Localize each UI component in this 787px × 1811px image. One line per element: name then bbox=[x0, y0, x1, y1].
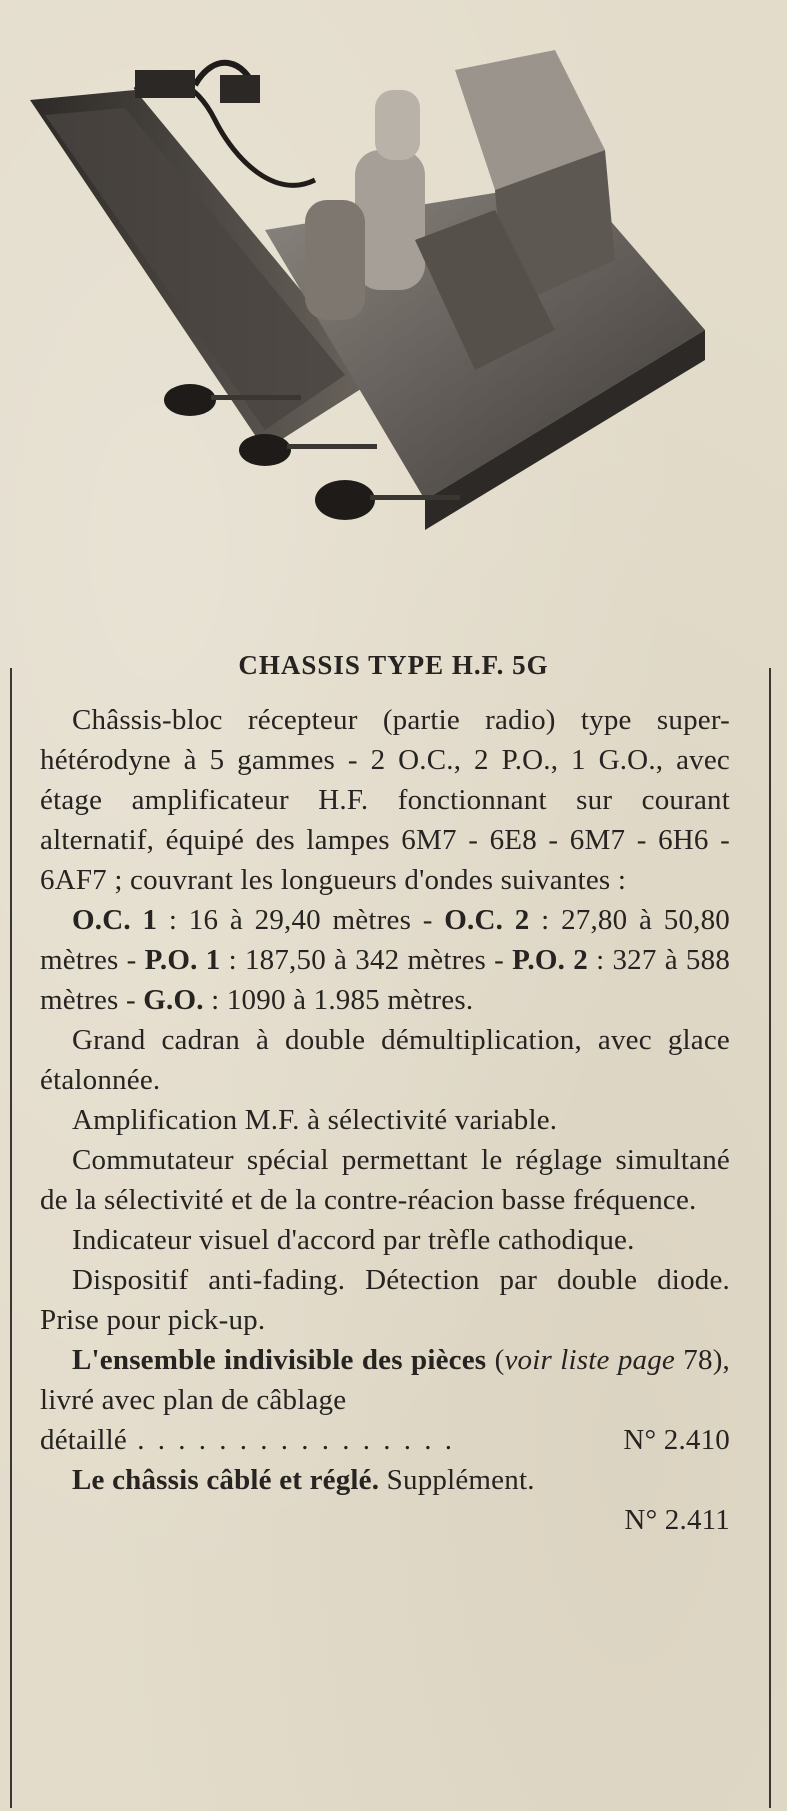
band-po1-range: : 187,50 à 342 mètres - bbox=[220, 944, 513, 976]
band-po2-label: P.O. 2 bbox=[512, 944, 588, 976]
feature-item: Dispositif anti-fading. Détection par double diode. Prise pour pick-up. bbox=[40, 1264, 730, 1336]
offer-kit-ref: voir liste page bbox=[504, 1344, 675, 1376]
band-po2-range: : 327 à 588 mètres - bbox=[40, 944, 731, 1016]
offer-kit-bold: L'ensemble indivisible des pièces bbox=[72, 1344, 487, 1376]
offer-kit-detail: détaillé bbox=[40, 1424, 127, 1456]
right-rule bbox=[769, 668, 771, 1808]
feature-item: Commutateur spécial permettant le réglage simultané de la sélectivité et de la contre-réacion basse fréquence. bbox=[40, 1144, 730, 1216]
band-oc2-label: O.C. 2 bbox=[444, 904, 530, 936]
offer-kit-rest: ), livré avec plan de câblage bbox=[40, 1344, 730, 1416]
feature-item: Grand cadran à double démultiplication, avec glace étalonnée. bbox=[40, 1024, 730, 1096]
intro-paragraph: Châssis-bloc récepteur (partie radio) type super-hétérodyne à 5 gammes - 2 O.C., 2 P.O., 1 G.O., avec étage amplificateur H.F. fonctionnant sur courant alternatif, équipé des lampes 6M7 - 6E8 - 6M7 - 6H6 - 6AF7 ; couvrant les longueurs d'ondes suivantes : bbox=[40, 704, 730, 896]
band-oc2-range: : 27,80 à 50,80 mètres - bbox=[40, 904, 730, 976]
offer-kit-number: N° 2.410 bbox=[623, 1424, 730, 1456]
offer-kit-page: 78 bbox=[675, 1344, 713, 1376]
offer-wired-rest: Supplément. bbox=[379, 1464, 535, 1496]
band-po1-label: P.O. 1 bbox=[144, 944, 221, 976]
offer-wired-bold: Le châssis câblé et réglé. bbox=[72, 1464, 380, 1496]
feature-item: Indicateur visuel d'accord par trèfle cathodique. bbox=[72, 1224, 635, 1256]
feature-item: Amplification M.F. à sélectivité variable. bbox=[72, 1104, 558, 1136]
chassis-photo bbox=[15, 30, 715, 560]
offer-kit-paragraph bbox=[40, 1340, 730, 1420]
bands-paragraph bbox=[40, 900, 730, 1020]
page-title: CHASSIS TYPE H.F. 5G bbox=[238, 650, 549, 680]
leader-dots: . . . . . . . . . . . . . . . . bbox=[126, 1424, 455, 1456]
offer-kit-price-line bbox=[40, 1420, 730, 1460]
band-go-range: : 1090 à 1.985 mètres. bbox=[203, 984, 474, 1016]
paren-open: ( bbox=[486, 1344, 505, 1376]
offer-wired-paragraph bbox=[40, 1460, 730, 1500]
band-oc1-range: : 16 à 29,40 mètres - bbox=[157, 904, 445, 936]
left-rule bbox=[10, 668, 12, 1808]
offer-kit-last-word bbox=[40, 1420, 455, 1460]
description-body bbox=[40, 700, 730, 1540]
offer-wired-number: N° 2.411 bbox=[624, 1504, 730, 1536]
band-go-label: G.O. bbox=[143, 984, 204, 1016]
band-oc1-label: O.C. 1 bbox=[72, 904, 158, 936]
